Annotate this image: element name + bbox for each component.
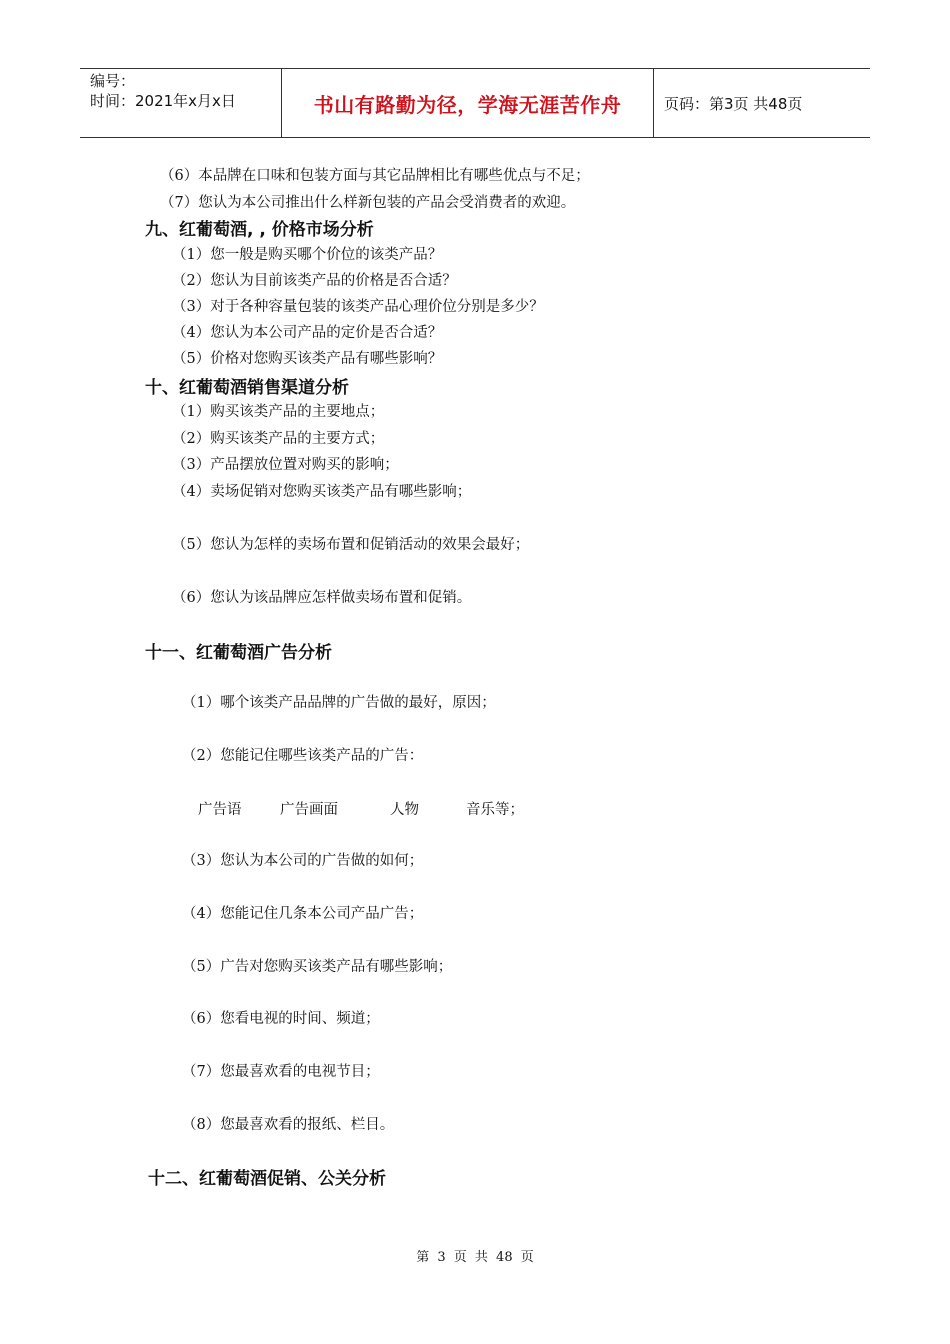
ad-items-row bbox=[198, 798, 524, 819]
list-item: （6）本品牌在口味和包装方面与其它品牌相比有哪些优点与不足； bbox=[160, 168, 590, 184]
list-item: （4）您认为本公司产品的定价是否合适？ bbox=[172, 325, 443, 341]
list-item: （7）您最喜欢看的电视节目； bbox=[182, 1064, 380, 1080]
list-item: （6）您看电视的时间、频道； bbox=[182, 1011, 380, 1027]
section-heading-11: 十一、红葡萄酒广告分析 bbox=[145, 643, 332, 663]
header-meta bbox=[80, 69, 282, 137]
list-item: （3）对于各种容量包装的该类产品心理价位分别是多少？ bbox=[172, 299, 544, 315]
list-item: （1）购买该类产品的主要地点； bbox=[172, 404, 385, 420]
header-page-info: 页码：第3页 共48页 bbox=[664, 94, 803, 113]
list-item: （8）您最喜欢看的报纸、栏目。 bbox=[182, 1117, 395, 1133]
list-item: （3）您认为本公司的广告做的如何； bbox=[182, 853, 424, 869]
page-footer: 第 3 页 共 48 页 bbox=[416, 1250, 534, 1265]
header-motto: 书山有路勤为径，学海无涯苦作舟 bbox=[313, 92, 622, 117]
list-item: （4）您能记住几条本公司产品广告； bbox=[182, 906, 424, 922]
list-item: （2）您认为目前该类产品的价格是否合适？ bbox=[172, 273, 457, 289]
list-item: （3）产品摆放位置对购买的影响； bbox=[172, 457, 399, 473]
header-motto-cell bbox=[282, 69, 654, 137]
list-item: （1）您一般是购买哪个价位的该类产品？ bbox=[172, 247, 443, 263]
ad-item: 广告语 bbox=[198, 802, 242, 818]
section-heading-12: 十二、红葡萄酒促销、公关分析 bbox=[148, 1169, 386, 1189]
list-item: （7）您认为本公司推出什么样新包装的产品会受消费者的欢迎。 bbox=[160, 195, 576, 211]
section-heading-10: 十、红葡萄酒销售渠道分析 bbox=[145, 378, 349, 398]
ad-item: 人物 bbox=[390, 802, 419, 818]
list-item: （2）您能记住哪些该类产品的广告： bbox=[182, 748, 424, 764]
list-item: （5）您认为怎样的卖场布置和促销活动的效果会最好； bbox=[172, 537, 530, 553]
list-item: （6）您认为该品牌应怎样做卖场布置和促销。 bbox=[172, 590, 472, 606]
list-item: （2）购买该类产品的主要方式； bbox=[172, 431, 385, 447]
section-heading-9: 九、红葡萄酒, , 价格市场分析 bbox=[145, 220, 374, 240]
list-item: （4）卖场促销对您购买该类产品有哪些影响； bbox=[172, 484, 472, 500]
page-header bbox=[80, 68, 870, 138]
serial-label: 编号： bbox=[90, 72, 136, 90]
list-item: （1）哪个该类产品品牌的广告做的最好，原因； bbox=[182, 695, 496, 711]
ad-item: 广告画面 bbox=[280, 802, 338, 818]
header-page-info-cell bbox=[654, 69, 870, 137]
time-label: 时间：2021年x月x日 bbox=[90, 92, 236, 110]
ad-item: 音乐等； bbox=[466, 802, 524, 818]
list-item: （5）广告对您购买该类产品有哪些影响； bbox=[182, 959, 453, 975]
list-item: （5）价格对您购买该类产品有哪些影响？ bbox=[172, 351, 443, 367]
